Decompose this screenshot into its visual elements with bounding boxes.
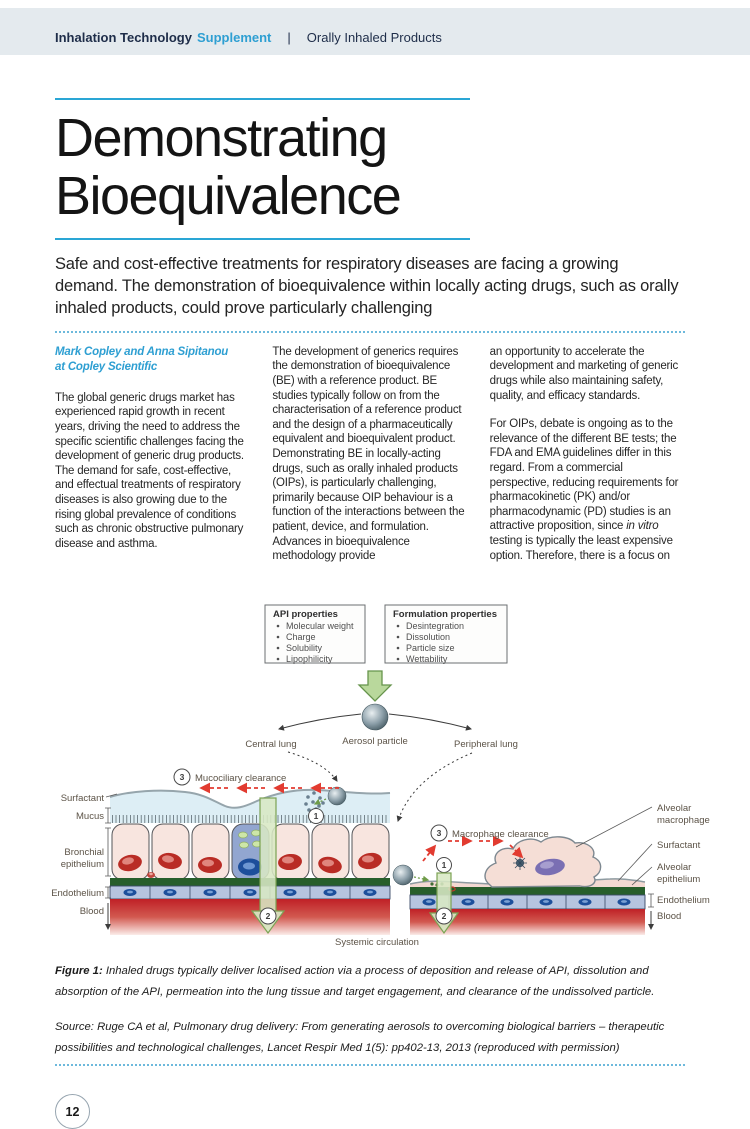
dotted-divider-bottom <box>55 1064 685 1066</box>
byline <box>55 345 250 376</box>
mucociliary-clearance-label: Mucociliary clearance <box>195 772 287 784</box>
paragraph: an opportunity to accelerate the development and marketing of generic drugs while also maintaining safety, quality, and efficacy standards. <box>489 345 679 402</box>
svg-text:3: 3 <box>436 827 442 838</box>
page-number-badge <box>55 1094 90 1129</box>
bronchial-epithelium-label: Bronchial <box>64 846 104 858</box>
paragraph: For OIPs, debate is ongoing as to the relevance of the different BE tests; the FDA and EMA guidelines differ in this regard. From a commercial perspective, reducing requirements for pharmacokinetic (PK) and/or pharmacodynamic (PD) studies is an attractive proposition, since in vitro testing is typically the least expensive option. Therefore, there is a focus on <box>489 418 679 562</box>
body-columns <box>55 345 685 593</box>
svg-text:2: 2 <box>441 910 447 921</box>
aerosol-particle-label: Aerosol particle <box>342 735 408 747</box>
publication-title: Inhalation Technology <box>55 30 192 45</box>
title-rule-bottom <box>55 238 470 240</box>
header-separator: | <box>287 30 291 45</box>
deposited-particle <box>328 787 346 805</box>
paragraph: The development of generics requires the demonstration of bioequivalence (BE) with a reference product. BE studies typically follow on from the characterisation of a reference product and the design of a pharmaceutically equivalent and bioequivalent product. Demonstrating BE in locally-acting drugs, such as orally inhaled products (OIPs), is particularly challenging, primarily because OIP behaviour is a function of the interactions between the patient, device, and formulation. Advances in bioequivalence methodology provide <box>272 345 465 563</box>
svg-text:epithelium: epithelium <box>657 873 701 885</box>
section-title: Orally Inhaled Products <box>306 30 442 45</box>
figure-1 <box>20 595 710 955</box>
peripheral-lung-panel <box>393 803 710 935</box>
svg-text:macrophage: macrophage <box>657 814 710 826</box>
svg-text:1: 1 <box>313 810 319 821</box>
svg-text:2: 2 <box>265 910 271 921</box>
aerosol-particle <box>362 704 388 730</box>
api-properties-box <box>265 605 365 664</box>
svg-text:Charge: Charge <box>286 631 316 642</box>
article-title <box>55 110 685 226</box>
column-3 <box>490 345 685 593</box>
svg-text:epithelium: epithelium <box>60 858 104 870</box>
svg-text:Solubility: Solubility <box>286 642 323 653</box>
page-header-band <box>0 8 750 55</box>
systemic-circulation-label: Systemic circulation <box>335 936 419 948</box>
svg-text:1: 1 <box>441 859 447 870</box>
byline-line1: Mark Copley and Anna Sipitanou <box>55 345 229 358</box>
figure-1-illustration <box>20 595 730 950</box>
mucus-label: Mucus <box>76 810 104 822</box>
central-lung-panel <box>51 769 390 935</box>
svg-text:Dissolution: Dissolution <box>406 631 451 642</box>
svg-text:Wettability: Wettability <box>406 653 448 664</box>
blood-label-right: Blood <box>657 910 682 922</box>
title-rule-top <box>55 98 470 100</box>
article-title-line2: Bioequivalence <box>55 165 401 226</box>
figure-source: Source: Ruge CA et al, Pulmonary drug delivery: From generating aerosols to overcoming biological barriers – therapeutic possibilities and technological challenges, Lancet Respir Med 1(5): pp402-13, 2013 (reproduced with permission) <box>55 1020 665 1054</box>
endothelium-label-right: Endothelium <box>657 894 710 906</box>
column-2 <box>272 345 467 593</box>
central-lung-label: Central lung <box>245 738 297 750</box>
surfactant-label-right: Surfactant <box>657 839 701 851</box>
figure-caption: Figure 1: Inhaled drugs typically deliver localised action via a process of deposition and release of API, dissolution and absorption of the API, permeation into the lung tissue and target engagement, and clearance of the undissolved particle. <box>55 964 655 998</box>
alveolar-epithelium-label: Alveolar <box>657 861 692 873</box>
formulation-properties-box <box>385 605 507 664</box>
blood-label: Blood <box>79 905 104 917</box>
alveolar-macrophage-label: Alveolar <box>657 802 692 814</box>
deposited-particle <box>393 865 413 885</box>
byline-line2: at Copley Scientific <box>55 361 158 374</box>
endothelium-label: Endothelium <box>51 887 104 899</box>
italic-term: in vitro <box>626 520 659 533</box>
page-number: 12 <box>65 1104 80 1119</box>
svg-text:Particle size: Particle size <box>406 642 455 653</box>
standfirst: Safe and cost-effective treatments for respiratory diseases are facing a growing demand. The demonstration of bioequivalence within locally acting drugs, such as orally inhaled products, could prove particularly challenging <box>55 254 679 318</box>
supplement-label: Supplement <box>196 30 272 45</box>
surfactant-label: Surfactant <box>60 792 104 804</box>
dotted-divider-top <box>55 331 685 333</box>
column-1 <box>55 345 250 593</box>
svg-text:Desintegration: Desintegration <box>406 620 465 631</box>
article-title-line1: Demonstrating <box>55 108 387 168</box>
svg-text:3: 3 <box>179 771 185 782</box>
article-content <box>0 98 750 1129</box>
down-arrow-icon <box>359 671 391 701</box>
svg-text:Lipophilicity: Lipophilicity <box>286 653 333 664</box>
svg-text:API properties: API properties <box>273 608 338 620</box>
paragraph: The global generic drugs market has experienced rapid growth in recent years, driving the need to address the specific scientific challenges facing the development of generic drug products. The demand for safe, cost-effective, and effectual treatments of respiratory diseases is also growing due to the rising global prevalence of conditions such as chronic obstructive pulmonary disease and asthma. <box>55 391 244 550</box>
svg-text:Formulation properties: Formulation properties <box>393 608 497 620</box>
macrophage-clearance-label: Macrophage clearance <box>452 828 549 840</box>
svg-text:Molecular weight: Molecular weight <box>286 620 354 631</box>
peripheral-lung-label: Peripheral lung <box>454 738 518 750</box>
figure-caption-label: Figure 1: <box>55 964 103 977</box>
